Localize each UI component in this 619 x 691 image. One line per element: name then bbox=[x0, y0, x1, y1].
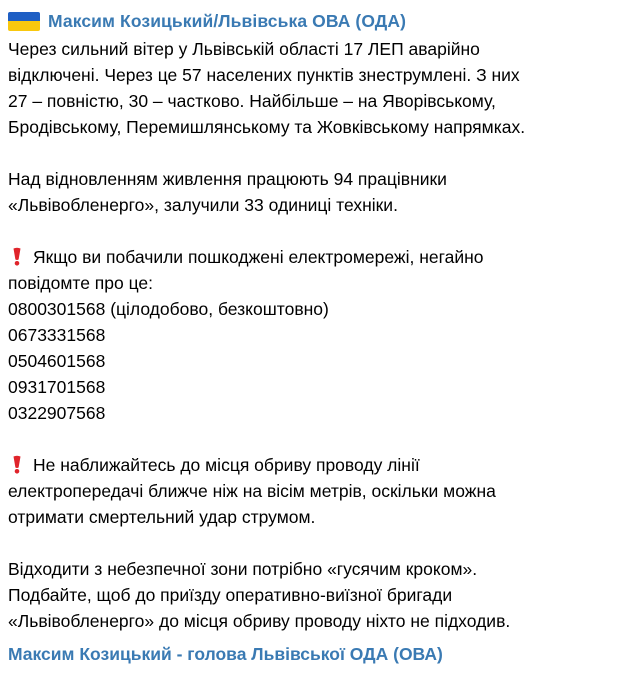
phone-number[interactable]: 0322907568 bbox=[8, 403, 106, 423]
phone-number[interactable]: 0673331568 bbox=[8, 325, 106, 345]
text-line: «Львівобленерго», залучили 33 одиниці техніки. bbox=[8, 195, 398, 215]
text-line: повідомте про це: bbox=[8, 273, 154, 293]
text-line: «Львівобленерго» до місця обриву проводу ніхто не підходив. bbox=[8, 611, 511, 631]
text-line: відключені. Через це 57 населених пунктів знеструмлені. З них bbox=[8, 65, 520, 85]
paragraph-repair bbox=[8, 166, 611, 218]
text-line: 27 – повністю, 30 – частково. Найбільше – на Яворівському, bbox=[8, 91, 496, 111]
phone-number[interactable]: 0931701568 bbox=[8, 377, 106, 397]
post-header bbox=[8, 6, 611, 36]
exclamation-mark-icon bbox=[8, 244, 26, 270]
text-line: Не наближайтесь до місця обриву проводу лінії bbox=[33, 455, 420, 475]
exclamation-mark-icon bbox=[8, 452, 26, 478]
text-line: Над відновленням живлення працюють 94 працівники bbox=[8, 169, 447, 189]
paragraph-report bbox=[8, 244, 611, 426]
paragraph-safety bbox=[8, 556, 611, 634]
text-line: Через сильний вітер у Львівській області 17 ЛЕП аварійно bbox=[8, 39, 480, 59]
post-signature[interactable]: Максим Козицький - голова Львівської ОДА (ОВА) bbox=[8, 644, 443, 664]
ukraine-flag-icon bbox=[8, 12, 40, 31]
text-line: отримати смертельний удар струмом. bbox=[8, 507, 316, 527]
text-line: Відходити з небезпечної зони потрібно «гусячим кроком». bbox=[8, 559, 478, 579]
paragraph-distance-warning bbox=[8, 452, 611, 530]
paragraph-outage bbox=[8, 36, 611, 140]
text-line: Подбайте, щоб до приїзду оперативно-виїзної бригади bbox=[8, 585, 453, 605]
phone-number[interactable]: 0800301568 (цілодобово, безкоштовно) bbox=[8, 299, 329, 319]
phone-number[interactable]: 0504601568 bbox=[8, 351, 106, 371]
post-author[interactable]: Максим Козицький/Львівська ОВА (ОДА) bbox=[48, 10, 407, 31]
text-line: Бродівському, Перемишлянському та Жовківському напрямках. bbox=[8, 117, 526, 137]
text-line: Якщо ви побачили пошкоджені електромережі, негайно bbox=[33, 247, 484, 267]
text-line: електропередачі ближче ніж на вісім метрів, оскільки можна bbox=[8, 481, 496, 501]
